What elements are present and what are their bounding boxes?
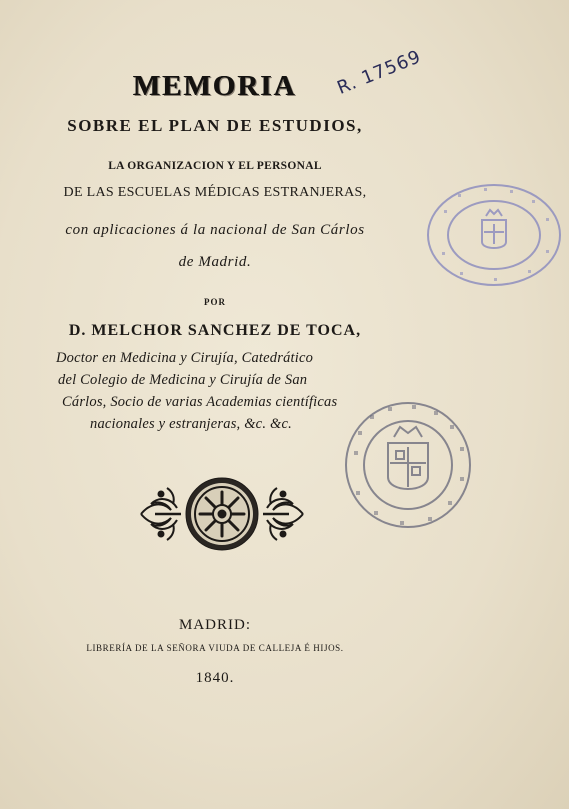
author-credentials-line: Doctor en Medicina y Cirujía, Catedrático bbox=[56, 350, 314, 366]
handwritten-shelfmark: R. 17569 bbox=[334, 46, 425, 99]
library-stamp-icon bbox=[340, 395, 475, 535]
title-line-organization: LA ORGANIZACION Y EL PERSONAL bbox=[108, 160, 322, 172]
imprint-year: 1840. bbox=[195, 670, 235, 686]
author-credentials-line: del Colegio de Medicina y Cirujía de San bbox=[58, 372, 308, 388]
author-credentials-line: nacionales y estranjeras, &c. &c. bbox=[90, 416, 292, 432]
title-subtitle: SOBRE EL PLAN DE ESTUDIOS, bbox=[67, 116, 363, 135]
author-credentials-line: Cárlos, Socio de varias Academias científicas bbox=[62, 394, 338, 410]
title-main: MEMORIA bbox=[133, 70, 297, 102]
title-line-madrid: de Madrid. bbox=[178, 254, 252, 270]
title-line-schools: DE LAS ESCUELAS MÉDICAS ESTRANJERAS, bbox=[63, 185, 367, 200]
imprint-publisher: LIBRERÍA DE LA SEÑORA VIUDA DE CALLEJA É HIJOS. bbox=[86, 643, 344, 653]
library-stamp-icon bbox=[424, 180, 564, 290]
byline-por: POR bbox=[204, 297, 226, 307]
author-name: D. MELCHOR SANCHEZ DE TOCA, bbox=[68, 322, 362, 339]
imprint-city: MADRID: bbox=[178, 617, 251, 633]
ornament-icon bbox=[137, 474, 307, 554]
title-line-applications: con aplicaciones á la nacional de San Cárlos bbox=[65, 222, 365, 238]
